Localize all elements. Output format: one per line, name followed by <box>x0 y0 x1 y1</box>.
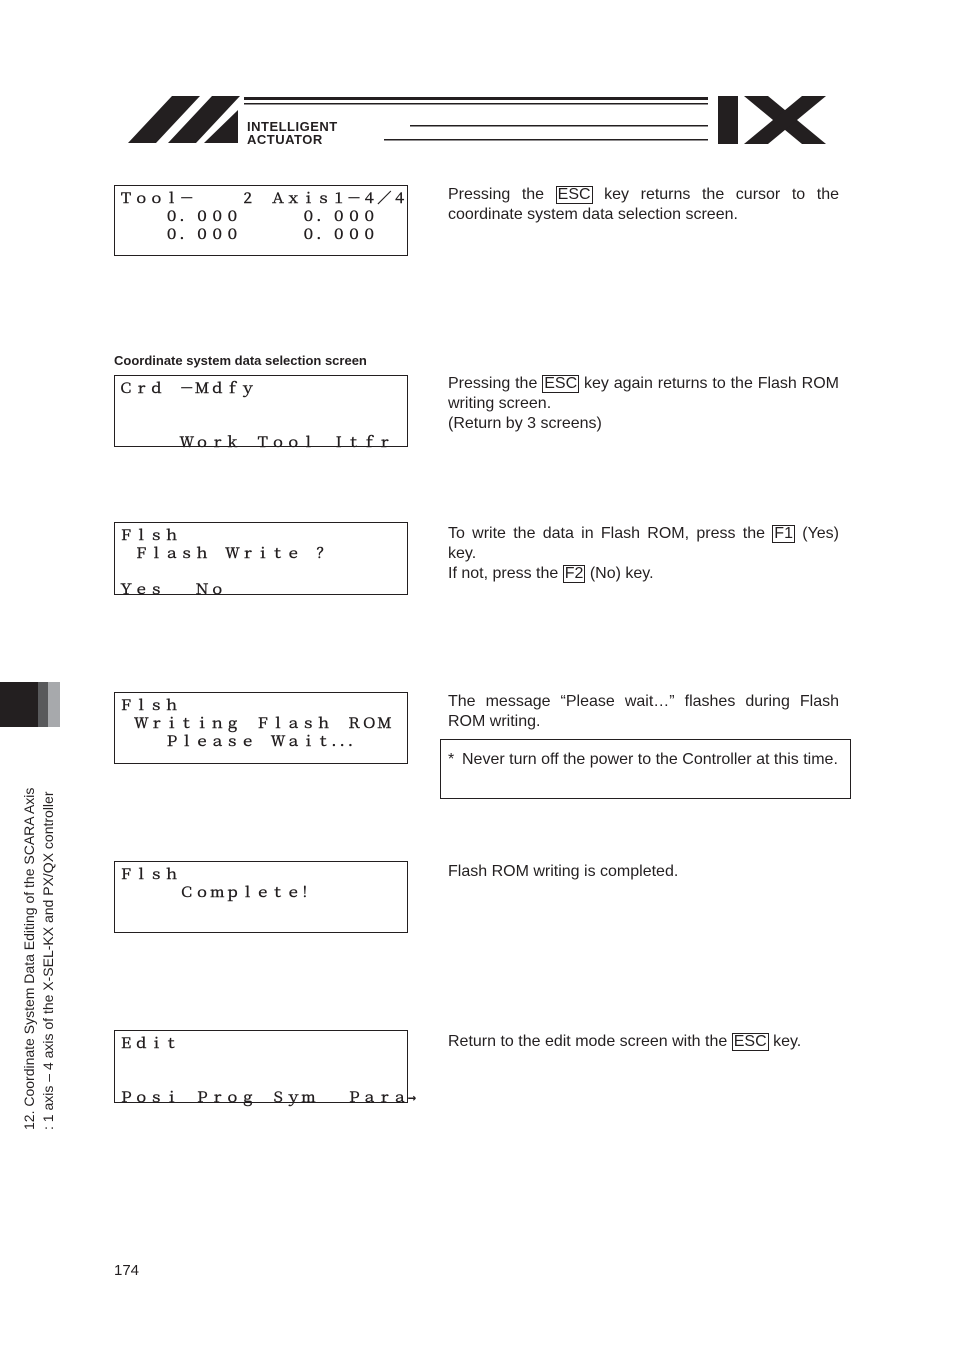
desc-text: (No) key. <box>585 565 654 582</box>
tab-block-mid <box>38 682 48 727</box>
description-1 <box>448 185 839 225</box>
lcd-row: Ｆｌｓｈ <box>119 698 180 714</box>
desc-text: key. <box>768 1033 802 1050</box>
lcd-row: Ｆｌｓｈ <box>119 867 180 883</box>
description-4 <box>448 692 839 732</box>
lcd-screen-flash-write <box>114 522 408 598</box>
desc-text: (Yes) key. <box>448 525 840 562</box>
note-text: Never turn off the power to the Controller at this time. <box>462 751 838 768</box>
lcd-screen-crd-mdfy <box>114 375 408 451</box>
description-3 <box>448 524 839 584</box>
desc-text: key returns the cursor to the coordinate system data selection screen. <box>448 186 839 223</box>
lcd-row: Ｆｌｓｈ <box>119 528 180 544</box>
description-2 <box>448 374 839 434</box>
lcd-row: Ｐｌｅａｓｅ Ｗａｉｔ．．． <box>119 734 364 750</box>
lcd-screen-edit <box>114 1030 418 1106</box>
lcd-row: Ｔｏｏｌ－ ２ Ａｘｉｓ１－４／４ <box>119 191 408 207</box>
description-6 <box>448 1032 839 1052</box>
lcd-row: Ｃｒｄ －Ｍｄｆｙ <box>119 381 256 397</box>
desc-text: Flash ROM writing is completed. <box>448 863 679 880</box>
f1-key: F1 <box>774 525 793 542</box>
description-5 <box>448 862 839 882</box>
desc-text: Return to the edit mode screen with the <box>448 1033 732 1050</box>
page-header <box>0 0 954 160</box>
side-label-line2: : 1 axis – 4 axis of the X-SEL-KX and PX/QX controller <box>40 791 56 1130</box>
lcd-row: Ｅｄｉｔ <box>119 1036 180 1052</box>
logo-line1: INTELLIGENT <box>247 119 338 134</box>
desc-text: If not, press the <box>448 565 563 582</box>
tab-block-dark <box>0 682 38 727</box>
lcd-row: Ｆｌａｓｈ Ｗｒｉｔｅ ？ <box>119 546 332 562</box>
lcd-row: Ｐｏｓｉ Ｐｒｏｇ Ｓｙｍ Ｐａｒａ→ <box>119 1090 418 1106</box>
esc-key: ESC <box>733 1033 767 1050</box>
lcd-row: Ｗｒｉｔｉｎｇ Ｆｌａｓｈ ＲＯＭ <box>119 716 393 732</box>
lcd-row: ０．０００ ０．０００ <box>119 209 378 225</box>
screen-caption: Coordinate system data selection screen <box>114 353 367 368</box>
intelligent-actuator-logo <box>0 0 954 160</box>
lcd-screen-complete <box>114 861 408 933</box>
lcd-row: ０．０００ ０．０００ <box>119 227 378 243</box>
lcd-row: Ｃｏｍｐｌｅｔｅ！ <box>119 885 317 901</box>
tab-block-light <box>48 682 60 727</box>
desc-text: Pressing the <box>448 375 543 392</box>
lcd-row: Ｙｅｓ Ｎｏ <box>119 582 226 598</box>
lcd-screen-tool <box>114 185 408 256</box>
esc-key: ESC <box>557 186 591 203</box>
note-asterisk: * <box>448 751 455 768</box>
chapter-tab <box>0 682 60 727</box>
lcd-screen-writing <box>114 692 408 764</box>
desc-text: The message “Please wait…” flashes during Flash ROM writing. <box>448 693 839 730</box>
lcd-row: Ｗｏｒｋ Ｔｏｏｌ Ｉｔｆｒ <box>119 435 393 451</box>
desc-text: To write the data in Flash ROM, press the <box>448 525 773 542</box>
warning-note <box>440 739 851 799</box>
desc-text: (Return by 3 screens) <box>448 415 602 432</box>
logo-line2: ACTUATOR <box>247 132 323 147</box>
chapter-side-label <box>20 730 58 1130</box>
page-number: 174 <box>114 1262 140 1279</box>
side-label-line1: 12. Coordinate System Data Editing of the SCARA Axis <box>21 787 37 1130</box>
esc-key: ESC <box>544 375 578 392</box>
f2-key: F2 <box>564 565 584 582</box>
desc-text: Pressing the <box>448 186 556 203</box>
desc-text: key again returns to the Flash ROM writing screen. <box>448 375 840 412</box>
